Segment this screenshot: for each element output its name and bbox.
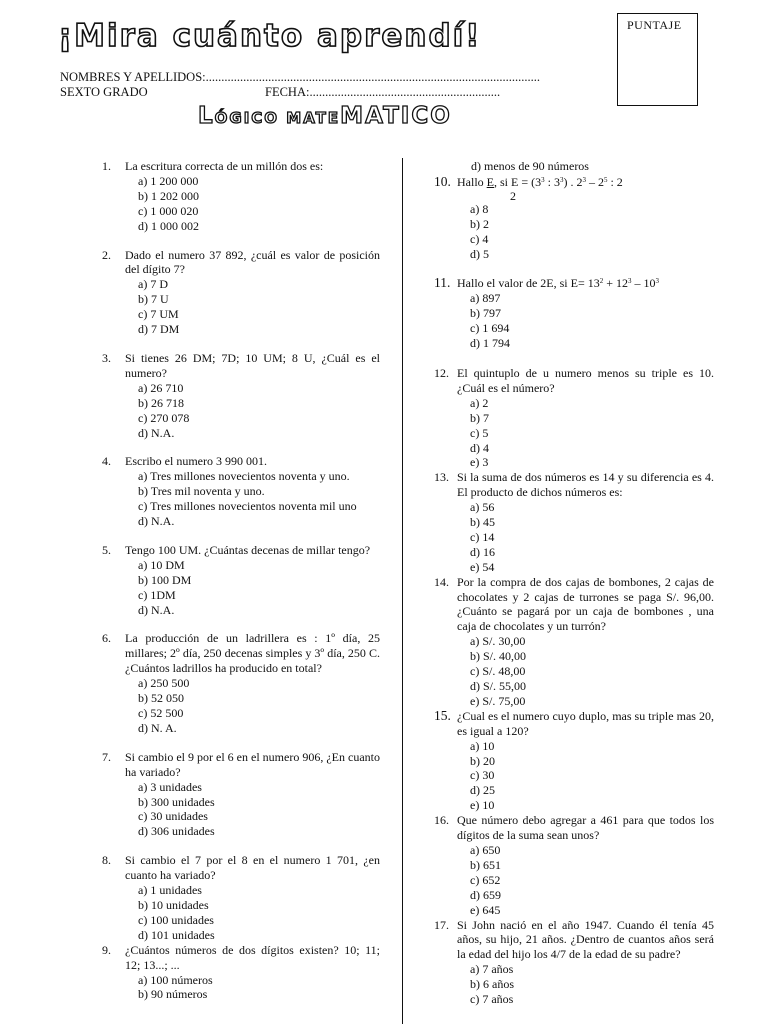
options-list bbox=[434, 843, 714, 918]
option: d) S/. 55,00 bbox=[470, 679, 527, 693]
option: a) Tres millones novecientos noventa y uno. bbox=[138, 469, 350, 484]
option: e) 3 bbox=[470, 455, 489, 470]
option: b) S/. 40,00 bbox=[470, 649, 527, 664]
question-14: 14. Por la compra de dos cajas de bombones, 2 cajas de chocolates y 2 cajas de turrones se paga S/. 96,00. ¿Cuánto se pagará por un caja de bombones , una caja de chocolates y un turrón? a) S/. 30,00 b) S/. 40,00 c) S/. 48,00 d) S/. 55,00 e) S/. 75,00 bbox=[434, 574, 714, 708]
option: b) 300 unidades bbox=[138, 794, 215, 809]
names-line bbox=[60, 70, 540, 85]
option: d) 25 bbox=[470, 783, 495, 798]
variable-e: E bbox=[486, 174, 495, 189]
options-list bbox=[434, 291, 714, 351]
date-label: FECHA: bbox=[265, 85, 310, 99]
option: c) 1 694 bbox=[470, 321, 510, 336]
option: d) N.A. bbox=[138, 602, 175, 617]
question-2: 2. Dado el numero 37 892, ¿cuál es valor de posición del dígito 7? a) 7 D b) 7 U c) 7 UM d) 7 DM bbox=[102, 247, 380, 337]
right-column bbox=[434, 159, 714, 1007]
option: a) 2 bbox=[470, 395, 489, 410]
date-line bbox=[265, 85, 500, 100]
option: a) 1 200 000 bbox=[138, 173, 199, 188]
option: a) 650 bbox=[470, 842, 501, 857]
option: a) 10 DM bbox=[138, 557, 185, 572]
options-list bbox=[434, 202, 714, 262]
page-title: ¡Mira cuánto aprendí! bbox=[58, 18, 482, 54]
question-5: 5. Tengo 100 UM. ¿Cuántas decenas de millar tengo? a) 10 DM b) 100 DM c) 1DM d) N.A. bbox=[102, 543, 380, 618]
option: e) 54 bbox=[470, 559, 495, 574]
question-17: 17. Si John nació en el año 1947. Cuando él tenía 45 años, su hijo, 21 años. ¿Dentro de cuantos años será la edad del hijo los 4/7 de la edad de su padre? a) 7 años b) 6 años c) 7 años bbox=[434, 917, 714, 1007]
option: b) 26 718 bbox=[138, 395, 184, 410]
option: d) 306 unidades bbox=[138, 824, 215, 839]
option: c) 270 078 bbox=[138, 410, 190, 425]
question-text: ¿Cuántos números de dos dígitos existen? 10; 11; 12; 13...; ... bbox=[125, 942, 380, 972]
question-text: ¿Cual es el numero cuyo duplo, mas su triple mas 20, es igual a 120? bbox=[457, 708, 714, 738]
question-9: 9. ¿Cuántos números de dos dígitos existen? 10; 11; 12; 13...; ... a) 100 números b) 90 números bbox=[102, 942, 380, 1002]
option: e) 10 bbox=[470, 798, 495, 813]
option: a) 7 D bbox=[138, 277, 168, 292]
options-list bbox=[434, 396, 714, 471]
options-list bbox=[434, 500, 714, 575]
options-list bbox=[434, 634, 714, 709]
score-label: PUNTAJE bbox=[627, 18, 682, 32]
option: d) 101 unidades bbox=[138, 927, 215, 942]
options-list bbox=[102, 676, 380, 736]
question-4: 4. Escribo el numero 3 990 001. a) Tres millones novecientos noventa y uno. b) Tres mil noventa y uno. c) Tres millones novecientos noventa mil uno d) N.A. bbox=[102, 454, 380, 529]
option: d) N.A. bbox=[138, 514, 175, 529]
question-text: Dado el numero 37 892, ¿cuál es valor de posición del dígito 7? bbox=[125, 247, 380, 277]
question-13: 13. Si la suma de dos números es 14 y su diferencia es 4. El producto de dichos números es: a) 56 b) 45 c) 14 d) 16 e) 54 bbox=[434, 470, 714, 574]
options-list bbox=[102, 277, 380, 337]
question-7: 7. Si cambio el 9 por el 6 en el numero 906, ¿En cuanto ha variado? a) 3 unidades b) 300 unidades c) 30 unidades d) 306 unidades bbox=[102, 749, 380, 839]
option: a) 26 710 bbox=[138, 380, 184, 395]
option: a) 8 bbox=[470, 201, 489, 216]
option: a) 10 bbox=[470, 738, 495, 753]
option: e) 645 bbox=[470, 902, 501, 917]
option: a) 1 unidades bbox=[138, 883, 202, 898]
option: c) 100 unidades bbox=[138, 912, 214, 927]
option: d) 7 DM bbox=[138, 322, 180, 337]
option: c) 14 bbox=[470, 529, 495, 544]
question-text: Si John nació en el año 1947. Cuando él tenía 45 años, su hijo, 21 años. ¿Dentro de cuantos años será la edad del hijo los 4/7 de la edad de su padre? bbox=[457, 917, 714, 962]
options-list bbox=[102, 469, 380, 529]
option: d) N.A. bbox=[138, 425, 175, 440]
question-6: 6. La producción de un ladrillera es : 1º día, 25 millares; 2º día, 250 decenas simples y 3º día, 250 C. ¿Cuántos ladrillos ha producido en total? a) 250 500 b) 52 050 c) 52 500 d) N. A. bbox=[102, 631, 380, 735]
option: b) 45 bbox=[470, 515, 495, 530]
left-column bbox=[102, 159, 380, 1002]
option: d) 5 bbox=[470, 246, 489, 261]
option: a) 3 unidades bbox=[138, 779, 202, 794]
names-label: NOMBRES Y APELLIDOS: bbox=[60, 70, 206, 84]
column-divider bbox=[402, 158, 403, 1024]
option: d) 4 bbox=[470, 440, 489, 455]
question-text: Si la suma de dos números es 14 y su diferencia es 4. El producto de dichos números es: bbox=[457, 470, 714, 500]
option: c) 30 bbox=[470, 768, 495, 783]
question-text: La producción de un ladrillera es : 1º día, 25 millares; 2º día, 250 decenas simples y 3º día, 250 C. ¿Cuántos ladrillos ha producido en total? bbox=[125, 631, 380, 676]
option: c) 1DM bbox=[138, 587, 176, 602]
question-text: Tengo 100 UM. ¿Cuántas decenas de millar tengo? bbox=[125, 542, 371, 557]
score-box bbox=[617, 13, 698, 106]
question-8: 8. Si cambio el 7 por el 8 en el numero 1 701, ¿en cuanto ha variado? a) 1 unidades b) 10 unidades c) 100 unidades d) 101 unidades bbox=[102, 853, 380, 942]
question-10: 10. Hallo E, si $E = (3^3$ : $3^3$) . $2^3 - 2^5$ : 2 2 a) 8 b) 2 c) 4 d) 5 bbox=[434, 175, 714, 262]
option: e) S/. 75,00 bbox=[470, 693, 526, 708]
question-text: El quintuplo de u numero menos su triple es 10. ¿Cuál es el número? bbox=[457, 365, 714, 395]
options-list bbox=[102, 381, 380, 441]
question-text: La escritura correcta de un millón dos es: bbox=[125, 159, 324, 173]
option: c) 30 unidades bbox=[138, 809, 208, 824]
option: b) 7 bbox=[470, 410, 489, 425]
option: c) Tres millones novecientos noventa mil uno bbox=[138, 499, 357, 514]
question-1: 1. La escritura correcta de un millón dos es: a) 1 200 000 b) 1 202 000 c) 1 000 020 d) 1 000 002 bbox=[102, 159, 380, 234]
options-list bbox=[102, 973, 380, 1003]
options-list bbox=[102, 558, 380, 618]
question-text: Escribo el numero 3 990 001. bbox=[125, 454, 267, 469]
question-3: 3. Si tienes 26 DM; 7D; 10 UM; 8 U, ¿Cuál es el numero? a) 26 710 b) 26 718 c) 270 078 d) N.A. bbox=[102, 350, 380, 440]
question-text: Hallo E, si $E = (3^3$ : $3^3$) . $2^3 - 2^5$ : 2 bbox=[457, 174, 623, 189]
option: c) 7 UM bbox=[138, 307, 179, 322]
question-text: Si cambio el 9 por el 6 en el numero 906, ¿En cuanto ha variado? bbox=[125, 749, 380, 779]
option: d) N. A. bbox=[138, 720, 177, 735]
question-text: Si tienes 26 DM; 7D; 10 UM; 8 U, ¿Cuál es el numero? bbox=[125, 350, 380, 380]
option: d) 1 000 002 bbox=[138, 218, 199, 233]
option: b) 100 DM bbox=[138, 572, 192, 587]
question-11: 11. Hallo el valor de 2E, si $E= 13^2 + 12^3 - 10^3$ a) 897 b) 797 c) 1 694 d) 1 794 bbox=[434, 276, 714, 351]
option: b) 2 bbox=[470, 216, 489, 231]
option: b) Tres mil noventa y uno. bbox=[138, 484, 265, 499]
option: c) 1 000 020 bbox=[138, 203, 199, 218]
option: b) 10 unidades bbox=[138, 897, 209, 912]
date-blank: ............................................................. bbox=[309, 85, 501, 99]
option: d) 659 bbox=[470, 887, 501, 902]
question-12: 12. El quintuplo de u numero menos su triple es 10. ¿Cuál es el número? a) 2 b) 7 c) 5 d) 4 e) 3 bbox=[434, 365, 714, 470]
option: a) 56 bbox=[470, 500, 495, 515]
options-list bbox=[102, 780, 380, 840]
names-blank: ........................................................................................................... bbox=[205, 70, 540, 84]
question-16: 16. Que número debo agregar a 461 para que todos los dígitos de la suma sean unos? a) 650 b) 651 c) 652 d) 659 e) 645 bbox=[434, 813, 714, 917]
option: c) 7 años bbox=[470, 992, 514, 1007]
option: a) 7 años bbox=[470, 962, 514, 977]
option: a) 100 números bbox=[138, 972, 213, 987]
option: c) 5 bbox=[470, 425, 489, 440]
option: c) 652 bbox=[470, 872, 501, 887]
option: c) 4 bbox=[470, 231, 489, 246]
option: a) 897 bbox=[470, 291, 501, 306]
option: b) 6 años bbox=[470, 977, 514, 992]
options-list bbox=[434, 962, 714, 1007]
subject-title: LÓGICO MATEMATICO bbox=[198, 103, 452, 129]
option: d) 16 bbox=[470, 544, 495, 559]
question-text: Hallo el valor de 2E, si $E= 13^2 + 12^3 - 10^3$ bbox=[457, 276, 660, 291]
options-list bbox=[102, 174, 380, 234]
question-text: Por la compra de dos cajas de bombones, 2 cajas de chocolates y 2 cajas de turrones se paga S/. 96,00. ¿Cuánto se pagará por un caja de bombones , una caja de chocolates y un turrón? bbox=[457, 574, 714, 634]
option: b) 20 bbox=[470, 753, 495, 768]
question-9-continued-option: d) menos de 90 números bbox=[471, 159, 589, 173]
option: a) S/. 30,00 bbox=[470, 634, 526, 649]
grade-label: SEXTO GRADO bbox=[60, 85, 148, 99]
option: b) 1 202 000 bbox=[138, 188, 199, 203]
option: a) 250 500 bbox=[138, 676, 190, 691]
question-text: Que número debo agregar a 461 para que todos los dígitos de la suma sean unos? bbox=[457, 813, 714, 843]
option: c) S/. 48,00 bbox=[470, 664, 526, 679]
option: b) 90 números bbox=[138, 987, 208, 1002]
option: c) 52 500 bbox=[138, 706, 184, 720]
option: b) 651 bbox=[470, 857, 501, 872]
fraction-denominator: 2 bbox=[510, 188, 516, 203]
option: b) 797 bbox=[470, 306, 501, 321]
options-list bbox=[434, 739, 714, 814]
options-list bbox=[102, 883, 380, 943]
option: d) 1 794 bbox=[470, 336, 510, 351]
question-text: Si cambio el 7 por el 8 en el numero 1 701, ¿en cuanto ha variado? bbox=[125, 853, 380, 883]
option: b) 52 050 bbox=[138, 691, 184, 706]
question-15: 15. ¿Cual es el numero cuyo duplo, mas su triple mas 20, es igual a 120? a) 10 b) 20 c) 30 d) 25 e) 10 bbox=[434, 707, 714, 813]
option: b) 7 U bbox=[138, 292, 169, 307]
